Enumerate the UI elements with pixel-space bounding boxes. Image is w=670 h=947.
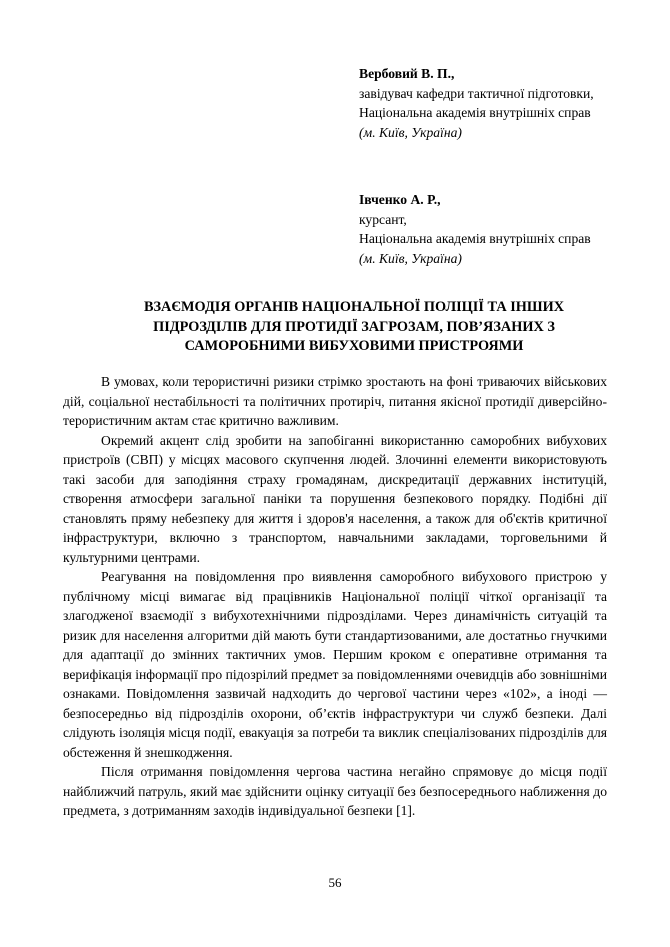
author-block-1	[359, 64, 606, 142]
author-name: Івченко А. Р.,	[359, 192, 441, 207]
article-title: ВЗАЄМОДІЯ ОРГАНІВ НАЦІОНАЛЬНОЇ ПОЛІЦІЇ ТА ІНШИХ ПІДРОЗДІЛІВ ДЛЯ ПРОТИДІЇ ЗАГРОЗАМ, ПОВ’ЯЗАНИХ З САМОРОБНИМИ ВИБУХОВИМИ ПРИСТРОЯМИ	[143, 299, 565, 354]
body-paragraph: Реагування на повідомлення про виявлення саморобного вибухового пристрою у публічному місці вимагає від працівників Національної поліції чіткої організації та злагодженої взаємодії з вибухотехнічними підрозділами. Через динамічність ситуацій та ризик для населення алгоритми дій мають бути стандартизованими, але достатньо гнучкими для адаптації до змінних тактичних умов. Першим кроком є оперативне отримання та верифікація інформації про підозрілий предмет за повідомленнями очевидців або зовнішніми ознаками. Повідомлення зазвичай надходить до чергової частини через «102», а іноді — безпосередньо від підрозділів охорони, об’єктів інфраструктури чи служб безпеки. Далі слідують ізоляція місця події, евакуація за потреби та виклик спеціалізованих підрозділів для обстеження й знешкодження.	[63, 569, 607, 760]
article-body	[63, 372, 607, 821]
author-city: (м. Київ, Україна)	[359, 250, 462, 266]
body-paragraph: Після отримання повідомлення чергова частина негайно спрямовує до місця події найближчий патруль, який має здійснити оцінку ситуації без безпосереднього наближення до предмета, з дотриманням заходів індивідуальної безпеки [1].	[63, 764, 607, 818]
body-paragraph: Окремий акцент слід зробити на запобіганні використанню саморобних вибухових пристроїв (СВП) у місцях масового скупчення людей. Злочинні елементи використовують такі засоби для заподіяння страху громадянам, дискредитації державних інституцій, створення атмосфери загальної паніки та порушення безпекового порядку. Подібні дії становлять пряму небезпеку для життя і здоров'я населення, а також для об'єктів критичної інфраструктури, включно з транспортом, навчальними закладами, торговельними й культурними центрами.	[63, 432, 607, 565]
author-role: курсант,	[359, 211, 407, 227]
author-organization: Національна академія внутрішніх справ	[359, 105, 591, 121]
author-name: Вербовий В. П.,	[359, 66, 455, 81]
author-block-2	[359, 190, 606, 268]
body-paragraph: В умовах, коли терористичні ризики стрімко зростають на фоні триваючих військових дій, соціальної нестабільності та політичних протиріч, питання якісної протидії диверсійно-терористичним актам стає критично важливим.	[63, 374, 607, 428]
author-role: завідувач кафедри тактичної підготовки,	[359, 85, 594, 101]
page-number: 56	[328, 875, 342, 890]
author-city: (м. Київ, Україна)	[359, 124, 462, 140]
author-organization: Національна академія внутрішніх справ	[359, 231, 591, 247]
